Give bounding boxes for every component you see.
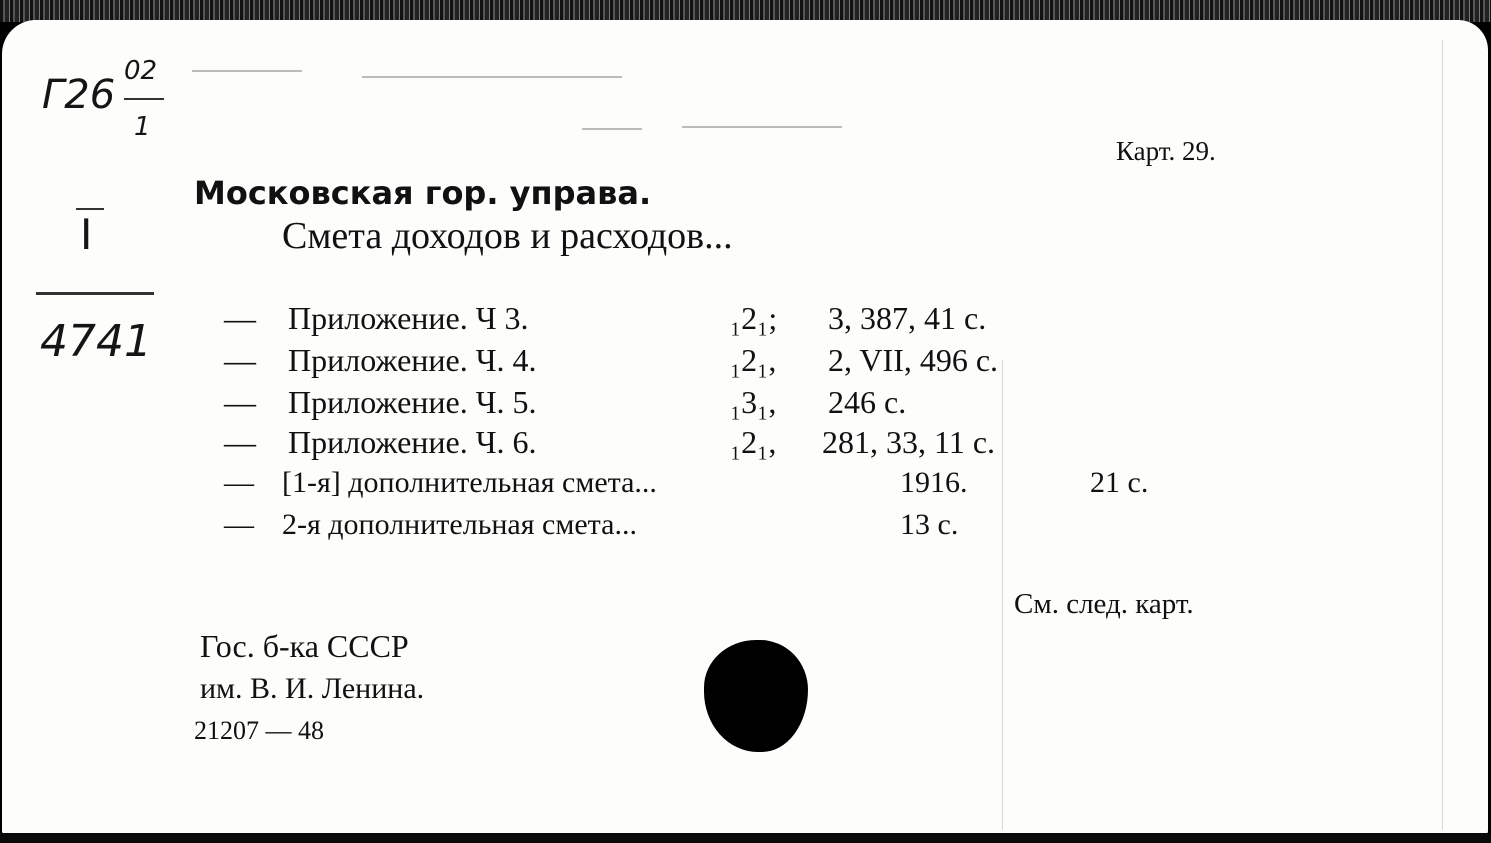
title-line: Смета доходов и расходов... (282, 215, 733, 257)
entry-year: 1916. (900, 466, 968, 499)
entry-label: Приложение. Ч 3. (288, 300, 529, 336)
catalog-card (2, 20, 1488, 835)
entry-row (224, 342, 999, 379)
scan-artifact (192, 70, 302, 72)
scan-top-edge (0, 0, 1491, 22)
see-next-card: См. след. карт. (1014, 588, 1194, 620)
library-line-3: 21207 — 48 (194, 716, 324, 745)
entry-label: Приложение. Ч. 5. (288, 384, 537, 420)
entry-volumes: ₁2₁; (730, 300, 778, 336)
scan-artifact (362, 76, 622, 78)
entry-label: Приложение. Ч. 4. (288, 342, 537, 378)
entry-pages: 281, 33, 11 с. (822, 424, 996, 460)
entry-label: [1-я] дополнительная смета... (282, 466, 657, 499)
shelfmark-number: 4741 (40, 316, 152, 367)
entry-dash: — (224, 384, 256, 420)
shelfmark-fraction-bottom: 1 (134, 112, 151, 142)
entry-volumes: ₁2₁, (730, 342, 777, 378)
entry-label: 2-я дополнительная смета... (282, 508, 637, 541)
entry-pages: 3, 387, 41 с. (828, 300, 987, 336)
entry-dash: — (224, 424, 256, 460)
library-line-1: Гос. б-ка СССР (200, 628, 409, 664)
entry-pages: 21 с. (1090, 466, 1149, 499)
scan-bottom-edge (0, 833, 1491, 843)
entry-row (224, 508, 959, 542)
shelfmark-prefix: Г26 (42, 72, 116, 118)
punch-hole (704, 640, 808, 752)
scan-artifact (1442, 40, 1443, 830)
entry-volumes: ₁2₁, (730, 424, 777, 460)
entry-pages: 13 с. (900, 508, 959, 541)
entry-label: Приложение. Ч. 6. (288, 424, 537, 460)
entry-volumes: ₁3₁, (730, 384, 777, 420)
entry-row (224, 424, 996, 461)
entry-dash: — (224, 342, 256, 378)
entry-pages: 2, VII, 496 с. (828, 342, 999, 378)
shelfmark-roman: I (80, 210, 93, 259)
author-heading: Московская гор. управа. (194, 174, 652, 212)
scan-artifact (582, 128, 642, 130)
entry-row (224, 466, 1149, 500)
scan-artifact (682, 126, 842, 128)
scan-artifact (1002, 360, 1003, 830)
entry-pages: 246 с. (828, 384, 907, 420)
entry-dash: — (224, 300, 256, 336)
library-line-2: им. В. И. Ленина. (200, 672, 425, 705)
shelfmark-divider (36, 292, 154, 295)
entry-dash: — (224, 466, 254, 499)
card-number: Карт. 29. (1116, 136, 1216, 166)
shelfmark-fraction-top: 02 (124, 56, 158, 86)
fraction-bar (124, 98, 164, 100)
entry-row (224, 300, 987, 337)
entry-row (224, 384, 907, 421)
entry-dash: — (224, 508, 254, 541)
